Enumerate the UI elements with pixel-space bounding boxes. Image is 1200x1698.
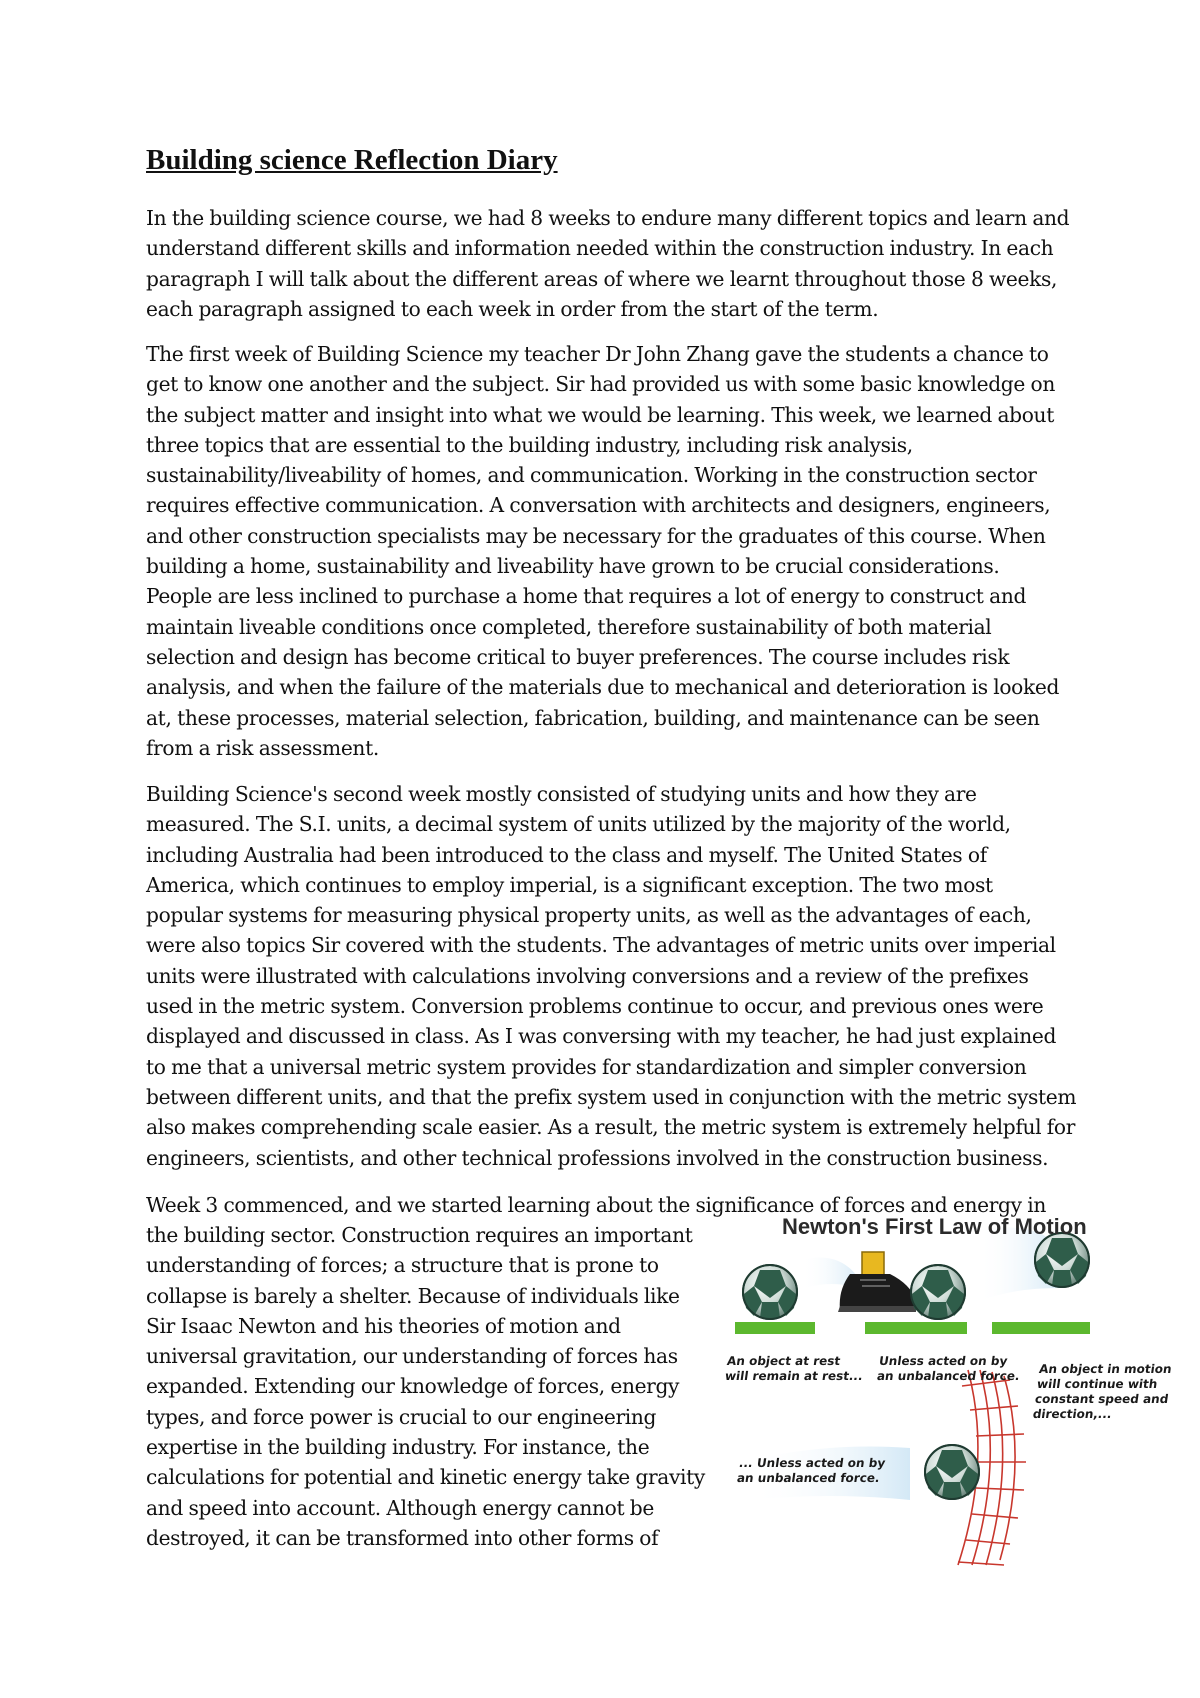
text-line: building a home, sustainability and liveability have grown to be crucial considerations. <box>146 554 1000 579</box>
text-line: types, and force power is crucial to our engineering <box>146 1404 657 1429</box>
caption-line: will remain at rest... <box>724 1369 864 1383</box>
text-line: destroyed, it can be transformed into other forms of <box>146 1525 659 1550</box>
text-line: popular systems for measuring physical property units, as well as the advantages of each, <box>146 903 1032 928</box>
text-line: analysis, and when the failure of the materials due to mechanical and deterioration is looked <box>146 675 1060 700</box>
text-line: collapse is barely a shelter. Because of individuals like <box>146 1283 680 1308</box>
paragraph-intro <box>146 203 1070 324</box>
text-line: from a risk assessment. <box>146 735 379 760</box>
caption-line: ... Unless acted on by <box>738 1456 887 1470</box>
text-line: used in the metric system. Conversion problems continue to occur, and previous ones were <box>146 994 1044 1019</box>
caption-line: An object at rest <box>726 1354 842 1368</box>
text-line: get to know one another and the subject. Sir had provided us with some basic knowledge on <box>146 372 1055 397</box>
text-line: and speed into account. Although energy cannot be <box>146 1495 654 1520</box>
text-line: expertise in the building industry. For instance, the <box>146 1435 650 1460</box>
text-line: In the building science course, we had 8 weeks to endure many different topics and learn and <box>146 206 1070 230</box>
caption-line: Unless acted on by <box>878 1354 1009 1368</box>
text-line: also makes comprehending scale easier. As a result, the metric system is extremely helpful for <box>146 1115 1076 1140</box>
text-line: and other construction specialists may be necessary for the graduates of this course. When <box>146 523 1046 548</box>
paragraph-week-3 <box>146 1220 706 1553</box>
text-line: Building Science's second week mostly consisted of studying units and how they are <box>146 782 977 806</box>
text-line: the building sector. Construction requires an important <box>146 1223 693 1247</box>
text-line: understand different skills and information needed within the construction industry. In each <box>146 236 1054 261</box>
caption-unbalanced-force <box>876 1354 1023 1384</box>
boot-kick <box>802 1252 967 1334</box>
figure-title: Newton's First Law of Motion <box>782 1214 1087 1239</box>
text-line: America, which continues to employ imperial, is a significant exception. The two most <box>146 872 993 897</box>
text-line: engineers, scientists, and other technical professions involved in the construction business. <box>146 1145 1049 1170</box>
text-line: Sir Isaac Newton and his theories of motion and <box>146 1313 621 1338</box>
paragraph-week-2 <box>146 779 1077 1173</box>
caption-line: will continue with <box>1036 1377 1159 1391</box>
newtons-first-law-figure <box>710 1210 1190 1570</box>
text-line: each paragraph assigned to each week in order from the start of the term. <box>146 296 879 321</box>
caption-line: An object in motion <box>1038 1362 1173 1376</box>
ball-at-rest <box>735 1265 815 1334</box>
text-line: between different units, and that the prefix system used in conjunction with the metric system <box>146 1084 1077 1109</box>
caption-unbalanced-force-net <box>736 1456 886 1486</box>
text-line: expanded. Extending our knowledge of forces, energy <box>146 1374 680 1399</box>
text-line: were also topics Sir covered with the students. The advantages of metric units over imperial <box>146 933 1056 958</box>
paragraph-week-1 <box>146 339 1066 763</box>
document-title: Building science Reflection Diary <box>146 144 558 176</box>
caption-object-at-rest <box>724 1354 866 1384</box>
text-line: displayed and discussed in class. As I was conversing with my teacher, he had just explained <box>146 1024 1057 1049</box>
text-line: at, these processes, material selection, fabrication, building, and maintenance can be seen <box>146 705 1040 730</box>
text-line: including Australia had been introduced to the class and myself. The United States of <box>146 842 987 867</box>
caption-line: an unbalanced force. <box>736 1471 881 1485</box>
text-line: selection and design has become critical to buyer preferences. The course includes risk <box>146 644 1010 669</box>
text-line: requires effective communication. A conversation with architects and designers, engineers, <box>146 493 1051 518</box>
caption-line: an unbalanced force. <box>876 1369 1021 1383</box>
caption-line: constant speed and <box>1034 1392 1170 1406</box>
text-line: People are less inclined to purchase a home that requires a lot of energy to construct and <box>146 584 1027 609</box>
text-line: universal gravitation, our understanding of forces has <box>146 1344 678 1369</box>
text-line: the subject matter and insight into what we would be learning. This week, we learned about <box>146 402 1054 427</box>
text-line: sustainability/liveability of homes, and communication. Working in the construction sector <box>146 463 1037 488</box>
text-line: to me that a universal metric system provides for standardization and simpler conversion <box>146 1054 1027 1079</box>
text-line: measured. The S.I. units, a decimal system of units utilized by the majority of the world, <box>146 812 1011 837</box>
text-line: three topics that are essential to the building industry, including risk analysis, <box>146 432 913 457</box>
text-line: units were illustrated with calculations involving conversions and a review of the prefixes <box>146 963 1029 988</box>
text-line: understanding of forces; a structure that is prone to <box>146 1253 659 1278</box>
ball-in-motion <box>978 1228 1090 1335</box>
caption-line: direction,... <box>1031 1407 1113 1421</box>
text-line: Week 3 commenced, and we started learning about the significance of forces and energy in <box>146 1193 1047 1217</box>
text-line: maintain liveable conditions once completed, therefore sustainability of both material <box>146 614 992 639</box>
text-line: The first week of Building Science my teacher Dr John Zhang gave the students a chance to <box>146 342 1049 366</box>
text-line: paragraph I will talk about the different areas of where we learnt throughout those 8 weeks, <box>146 266 1058 291</box>
caption-object-in-motion <box>1032 1362 1174 1422</box>
text-line: calculations for potential and kinetic energy take gravity <box>146 1465 705 1490</box>
